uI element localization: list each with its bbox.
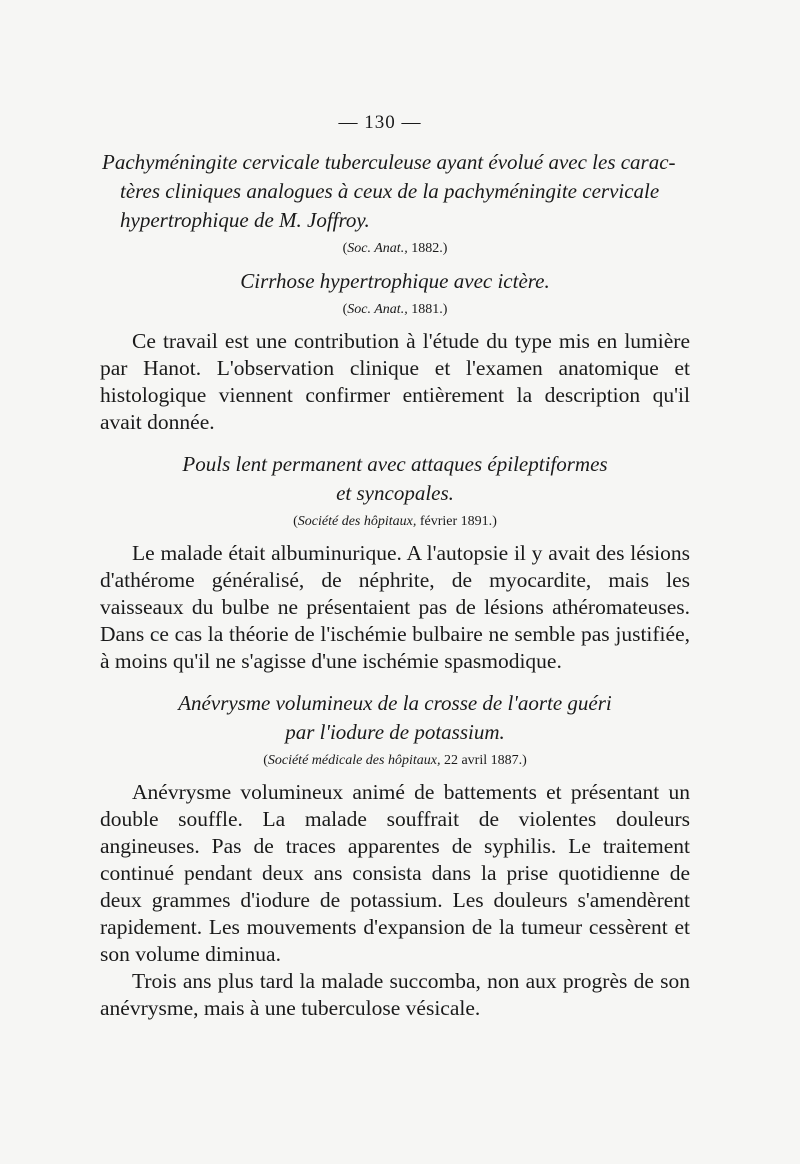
source-journal: Société des hôpitaux, <box>297 514 417 529</box>
entry-title-line: Pouls lent permanent avec attaques épileptiformes <box>182 452 608 476</box>
entry-title-line: par l'iodure de potassium. <box>285 720 505 744</box>
entry-source: (Soc. Anat., 1881.) <box>342 302 448 317</box>
entry-title <box>100 689 690 747</box>
entry-title-line: Anévrysme volumineux de la crosse de l'aorte guéri <box>178 691 612 715</box>
source-journal: Société médicale des hôpitaux, <box>267 753 441 768</box>
page-content <box>100 148 690 1022</box>
entry-paragraph: Ce travail est une contribution à l'étude du type mis en lumière par Hanot. L'observation clinique et l'examen anatomique et histologique viennent confirmer entièrement la description qu'il avait donnée. <box>100 329 690 434</box>
entry-title <box>100 148 690 235</box>
entry-pouls-lent <box>100 450 690 675</box>
entry-title: Cirrhose hypertrophique avec ictère. <box>240 269 550 293</box>
entry-pachymeningite <box>100 148 690 259</box>
entry-title-line: hypertrophique de M. Joffroy. <box>120 208 370 232</box>
entry-title-line: tères cliniques analogues à ceux de la pachyméningite cervicale <box>120 179 660 203</box>
entry-paragraph: Anévrysme volumineux animé de battements et présentant un double souffle. La malade souffrait de violentes douleurs angineuses. Pas de traces apparentes de syphilis. Le traitement continué pendant deux ans consista dans la prise quotidienne de deux grammes d'iodure de potassium. Les douleurs s'amendèrent rapidement. Les mouvements d'expansion de la tumeur cessèrent et son volume diminua. <box>100 780 690 966</box>
entry-anevrysme <box>100 689 690 1022</box>
entry-title-line: Pachyméningite cervicale tuberculeuse ayant évolué avec les carac- <box>102 150 676 174</box>
source-date: 22 avril 1887. <box>440 753 523 768</box>
entry-title <box>100 450 690 508</box>
source-date: février 1891. <box>416 514 493 529</box>
entry-paragraph: Trois ans plus tard la malade succomba, non aux progrès de son anévrysme, mais à une tuberculose vésicale. <box>100 969 690 1020</box>
page-number: — 130 — <box>338 112 422 133</box>
source-journal: Soc. Anat., <box>347 241 408 256</box>
entry-paragraph: Le malade était albuminurique. A l'autopsie il y avait des lésions d'athérome généralisé, de néphrite, de myocardite, mais les vaisseaux du bulbe ne présentaient pas de lésions athéromateuses. Dans ce cas la théorie de l'ischémie bulbaire ne semble pas justifiée, à moins qu'il ne s'agisse d'une ischémie spasmodique. <box>100 541 690 673</box>
source-date: 1882. <box>407 241 443 256</box>
entry-cirrhose <box>100 267 690 436</box>
source-date: 1881. <box>407 302 443 317</box>
entry-source: (Société des hôpitaux, février 1891.) <box>293 514 497 529</box>
entry-title-line: et syncopales. <box>336 481 454 505</box>
entry-source: (Société médicale des hôpitaux, 22 avril 1887.) <box>263 753 527 768</box>
source-journal: Soc. Anat., <box>347 302 408 317</box>
entry-source: (Soc. Anat., 1882.) <box>342 241 448 256</box>
